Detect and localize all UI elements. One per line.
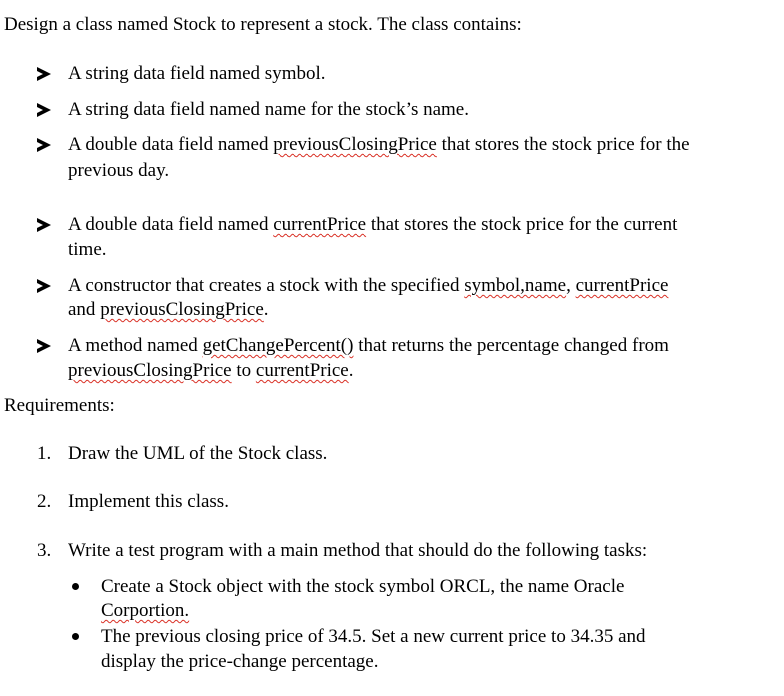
code-term: currentPrice bbox=[575, 275, 669, 296]
code-term: previousClosingPrice bbox=[100, 299, 264, 320]
arrow-bullet-icon bbox=[37, 279, 51, 293]
arrow-bullet-icon bbox=[37, 67, 51, 81]
arrow-bullet-icon bbox=[37, 218, 51, 232]
code-term: previousClosingPrice bbox=[68, 360, 232, 381]
requirement-text: Write a test program with a main method that should do the following tasks: bbox=[68, 540, 648, 561]
field-text: that stores the stock price for the current bbox=[366, 214, 678, 235]
requirement-number: 2. bbox=[37, 491, 52, 512]
code-term: previousClosingPrice bbox=[273, 134, 437, 155]
field-text: A method named bbox=[68, 335, 203, 356]
arrow-bullet-icon bbox=[37, 138, 51, 152]
field-text: that returns the percentage changed from bbox=[353, 335, 669, 356]
task-item-cont: display the price-change percentage. bbox=[101, 651, 379, 672]
bullet-dot-icon bbox=[72, 633, 79, 640]
method-item bbox=[68, 334, 669, 358]
field-text: to bbox=[231, 360, 256, 381]
field-text: A double data field named bbox=[68, 214, 274, 235]
task-item-cont bbox=[101, 599, 189, 623]
arrow-bullet-icon bbox=[37, 339, 51, 353]
code-term: currentPrice bbox=[273, 214, 367, 235]
field-symbol: A string data field named symbol. bbox=[68, 63, 326, 84]
constructor-item bbox=[68, 274, 668, 298]
field-text: A double data field named bbox=[68, 134, 274, 155]
code-term: symbol,name bbox=[464, 275, 567, 296]
requirement-text: Implement this class. bbox=[68, 491, 229, 512]
intro-text: Design a class named Stock to represent a stock. The class contains: bbox=[4, 14, 522, 35]
code-term: currentPrice bbox=[255, 360, 349, 381]
field-text: A constructor that creates a stock with the specified bbox=[68, 275, 465, 296]
requirements-heading: Requirements: bbox=[4, 395, 115, 416]
field-name: A string data field named name for the stock’s name. bbox=[68, 99, 469, 120]
field-text: , bbox=[566, 275, 576, 296]
requirement-text: Draw the UML of the Stock class. bbox=[68, 443, 328, 464]
code-term: Corportion. bbox=[101, 600, 190, 621]
method-item-cont bbox=[68, 359, 353, 383]
arrow-bullet-icon bbox=[37, 103, 51, 117]
task-item: Create a Stock object with the stock symbol ORCL, the name Oracle bbox=[101, 576, 625, 597]
constructor-item-cont bbox=[68, 298, 269, 322]
bullet-dot-icon bbox=[72, 583, 79, 590]
code-term: getChangePercent() bbox=[202, 335, 354, 356]
field-previous-closing-price-cont: previous day. bbox=[68, 160, 170, 181]
field-text: and bbox=[68, 299, 101, 320]
task-item: The previous closing price of 34.5. Set a new current price to 34.35 and bbox=[101, 626, 646, 647]
field-current-price bbox=[68, 213, 677, 237]
requirement-number: 1. bbox=[37, 443, 52, 464]
field-text: . bbox=[348, 360, 354, 381]
field-text: . bbox=[263, 299, 269, 320]
field-previous-closing-price bbox=[68, 133, 690, 157]
field-current-price-cont: time. bbox=[68, 239, 107, 260]
requirement-number: 3. bbox=[37, 540, 52, 561]
field-text: that stores the stock price for the bbox=[436, 134, 690, 155]
